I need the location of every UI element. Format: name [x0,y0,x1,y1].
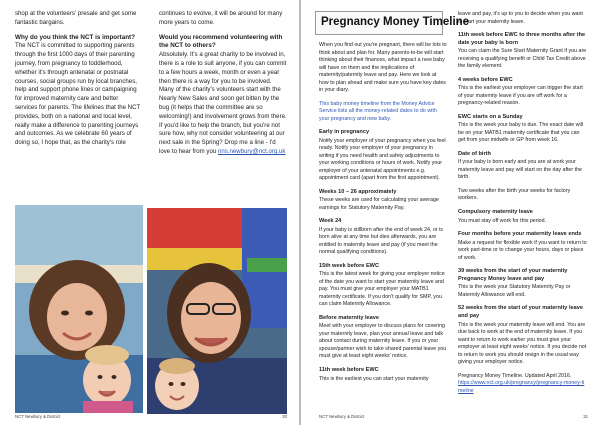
right-column-2 [458,11,588,401]
timeline-text: If your baby is born early and you are at work your maternity leave and pay will start on the day after the birth. [458,159,582,181]
timeline-text: Two weeks after the birth your weeks for factory workers. [458,187,571,202]
timeline-heading: Week 24 [319,218,342,225]
left-column-2 [159,10,287,163]
left-footer [15,414,287,419]
continued-text: leave and pay, it's up to you to decide when you want to start your maternity leave. [458,11,583,25]
timeline-heading: EWC starts on a Sunday [458,113,523,120]
timeline-text: This is the week your baby is due. The exact date will be on your MATB1 maternity certificate that you can get from your midwife or GP from week 16. [458,122,584,144]
left-page-number: 30 [282,414,287,419]
timeline-text: Make a request for flexible work if you want to return to work part-time or to change your hours, days or place of work. [458,239,587,261]
timeline-heading: Compulsory maternity leave [458,208,533,215]
intro-paragraph: When you find out you're pregnant, there will be lots to think about and plan for. Many parents-to-be will start thinking about their finances, what impact a new baby will have on them and the implications of maternity/paternity leave and pay. Here we look at how to plan ahead and make sure you have key dates in your diary. [319,42,447,93]
timeline-heading: 11th week before EWC [319,366,379,373]
timeline-heading: Weeks 10 – 26 approximately [319,188,397,195]
timeline-heading: Early in pregnancy [319,129,370,135]
interview-answer: Absolutely. It's a great charity to be involved in, there is a role to suit anyone, if you can commit to a few hours a week, month or even a year then there is a way for you to be involved. Many of the charity's volunteers start with the Nearly New Sales and soon get bitten by the bug (it helps that the committee are so welcoming!) and involvement grows from there. If you'd like to help the branch, but you're not sure how, why not consider volunteering at our next sale in the Spring? Drop me a line - I'd love to hear from you nns.newbury@nct.org.uk [159,51,287,155]
left-page [0,0,299,425]
intro-paragraph[interactable]: This baby money timeline from the Money Advice Service lists all the money-related dates to do with your pregnancy and new baby. [319,100,437,122]
timeline-heading: 39 weeks from the start of your maternity Pregnancy Money leave and pay [458,268,568,282]
timeline-text: This is the latest week for giving your employer notice of the date you want to start your maternity leave and pay. You must give your employer your MATB1 maternity certificate. If you don't qualify for SMP, you can claim Maternity Allowance. [319,271,445,308]
interview-answer: shop at the volunteers' presale and get some fantastic bargains. [15,10,137,26]
timeline-heading: 15th week before EWC [319,262,379,269]
timeline-text: You can claim the Sure Start Maternity Grant if you are receiving a qualifying benefit or Child Tax Credit above the family element. [458,48,587,70]
left-column-1 [15,10,142,154]
timeline-text: This is the earliest you can start your maternity [319,375,429,382]
right-column-1 [319,42,447,389]
timeline-text: Meet with your employer to discuss plans for covering your maternity leave, plan your annual leave and talk about contact during maternity leave. If you or your spouse/partner wish to take shared parental leave you must give at least eight weeks' notice. [319,323,447,360]
family-photo-right [147,208,287,414]
source-note: Pregnancy Money Timeline. Updated April 2016. [458,372,572,379]
right-page [301,0,600,425]
timeline-text: These weeks are used for calculating your average earnings for Statutory Maternity Pay. [319,197,439,211]
timeline-text: Notify your employer of your pregnancy when you feel ready. Notify your employer of your pregnancy in writing if you need health and safety adjustments to your working conditions or hours of work. Notify your employer of your antenatal appointments e.g. appointment card (apart from the first appointment). [319,137,446,182]
timeline-text: This is the earliest your employer can trigger the start of your maternity leave if you are off work for a pregnancy-related reason. [458,85,583,107]
family-photo-left [15,205,143,413]
timeline-text: This is the week your Statutory Maternity Pay or Maternity Allowance will end. [458,284,571,298]
timeline-heading: Before maternity leave [319,314,380,321]
timeline-heading: 52 weeks from the start of your maternity leave and pay [458,305,583,319]
interview-answer: continues to evolve, it will be around for many more years to come. [159,10,283,26]
timeline-text: You must stay off work for this period. [458,217,547,224]
left-footer-publication: NCT Newbury & District [15,414,61,419]
interview-answer: The NCT is committed to supporting parents through the first 1000 days of their parenting journey, from pregnancy to toddlerhood, whether it's through antenatal or postnatal courses, social groups run by local branches, help and support phone lines or campaigning for improved maternity care and better services for parents. The lifelines that the NCT provides, both on a national and local level, really make a difference to parenting journeys and outcomes. As we celebrate 60 years of doing so, I hope that, as the charity's role [15,42,141,147]
source-link[interactable]: https://www.nct.org.uk/pregnancy/pregnancy-money-timeline [458,380,585,394]
page-title: Pregnancy Money Timeline [315,11,443,35]
interview-question: Why do you think the NCT is important? [15,33,135,41]
timeline-heading: Four months before your maternity leave ends [458,231,582,238]
timeline-text: If your baby is stillborn after the end of week 24, or is born alive at any time but dies afterwards, you are entitled to maternity leave and pay (if you meet the normal qualifying conditions). [319,226,443,256]
timeline-heading: 11th week before EWC to three months after the date your baby is born [458,32,586,46]
timeline-heading: Date of birth [458,150,491,157]
interview-question: Would you recommend volunteering with the NCT to others? [159,33,283,50]
timeline-text: This is the week your maternity leave will end. You are due back to work at the end of maternity leave. If you want to return to work earlier you must give your employer at least eight weeks' notice. If you decide not to return to work you should resign in the usual way giving your employer notice. [458,321,587,366]
timeline-heading: 4 weeks before EWC [458,76,513,83]
right-footer [319,414,588,419]
email-link[interactable]: nns.newbury@nct.org.uk [217,147,286,155]
right-page-number: 31 [583,414,588,419]
right-footer-publication: NCT Newbury & District [319,414,365,419]
